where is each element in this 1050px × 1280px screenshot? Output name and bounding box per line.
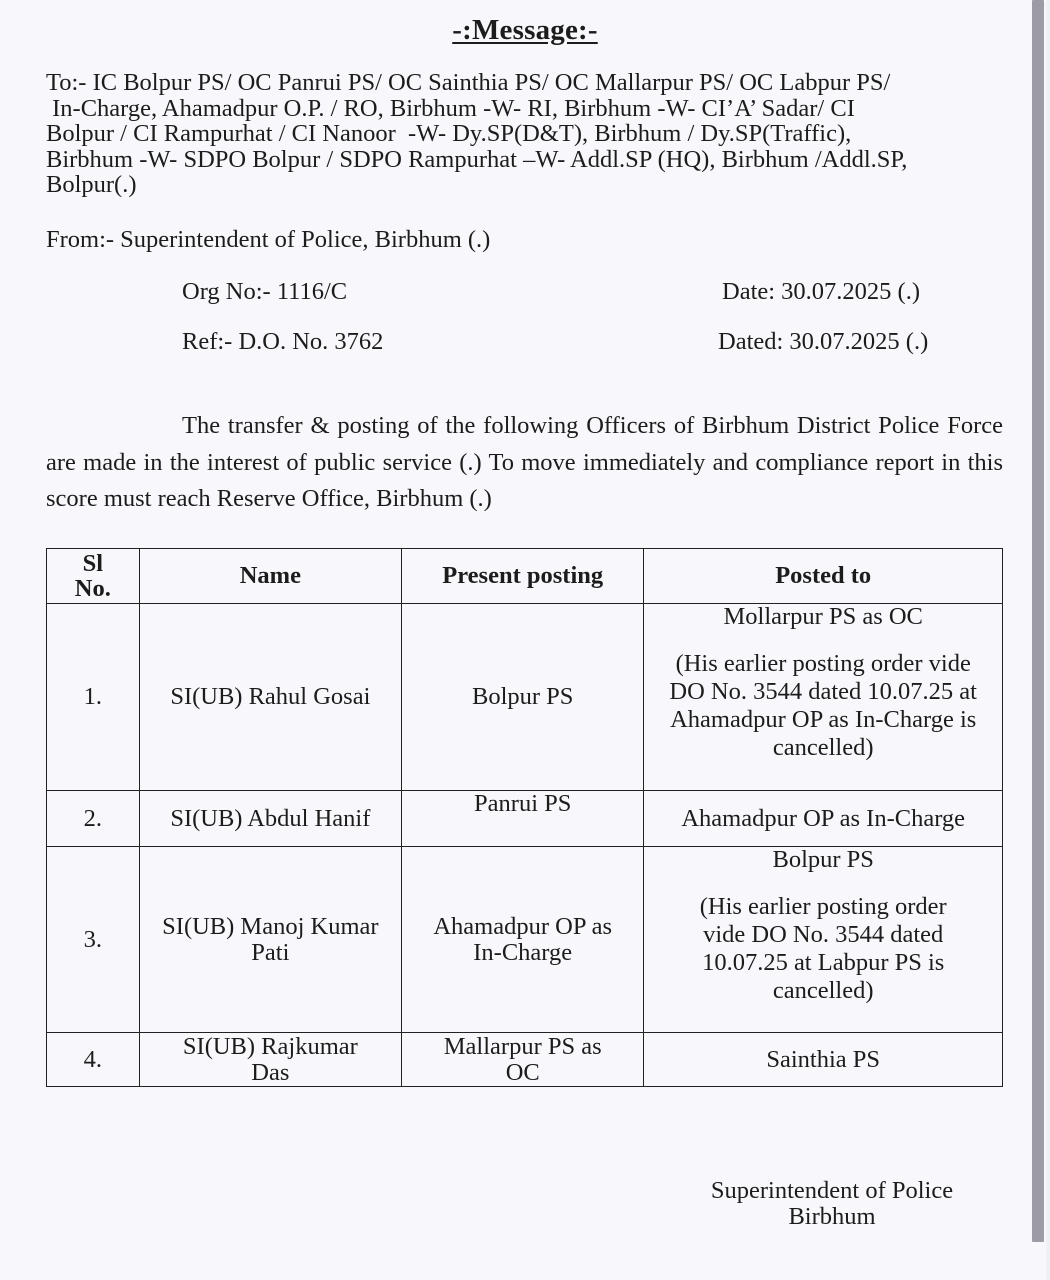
header-posted-to: Posted to bbox=[644, 549, 1003, 604]
posted-to-station: Bolpur PS bbox=[772, 846, 874, 873]
signature-title: Superintendent of Police bbox=[710, 1177, 954, 1204]
scrollbar-track[interactable] bbox=[1046, 0, 1050, 1280]
signature-block bbox=[672, 1178, 992, 1230]
cell-name: SI(UB) Rajkumar Das bbox=[139, 1033, 401, 1087]
cell-sl: 1. bbox=[47, 604, 140, 791]
posted-to-note: (His earlier posting order vide DO No. 3544 dated 10.07.25 at Labpur PS is cancelled) bbox=[699, 893, 947, 1004]
cell-posted: Sainthia PS bbox=[644, 1033, 1003, 1087]
table-row bbox=[47, 1033, 1003, 1087]
cell-name: SI(UB) Abdul Hanif bbox=[139, 791, 401, 847]
cell-sl: 2. bbox=[47, 791, 140, 847]
recipients-line: Birbhum -W- SDPO Bolpur / SDPO Rampurhat –W- Addl.SP (HQ), Birbhum /Addl.SP, bbox=[46, 145, 908, 173]
header-sl-line2: No. bbox=[74, 575, 111, 602]
header-sl-line1: Sl bbox=[82, 550, 104, 577]
transfer-table bbox=[46, 548, 1003, 1087]
cell-present: Mallarpur PS as OC bbox=[402, 1033, 644, 1087]
table-row bbox=[47, 847, 1003, 1033]
header-name: Name bbox=[139, 549, 401, 604]
cell-sl: 4. bbox=[47, 1033, 140, 1087]
body-paragraph bbox=[46, 408, 1003, 518]
reference-date: Dated: 30.07.2025 (.) bbox=[718, 328, 929, 355]
table-row bbox=[47, 791, 1003, 847]
cell-posted bbox=[644, 604, 1003, 791]
cell-present: Ahamadpur OP as In-Charge bbox=[402, 847, 644, 1033]
org-number: Org No:- 1116/C bbox=[182, 278, 348, 305]
cell-present: Bolpur PS bbox=[402, 604, 644, 791]
recipients-line: Bolpur / CI Rampurhat / CI Nanoor -W- Dy.SP(D&T), Birbhum / Dy.SP(Traffic), bbox=[46, 120, 852, 147]
header-sl-no bbox=[47, 549, 140, 604]
header-present-posting: Present posting bbox=[402, 549, 644, 604]
cell-sl: 3. bbox=[47, 847, 140, 1033]
recipients-line: In-Charge, Ahamadpur O.P. / RO, Birbhum -W- RI, Birbhum -W- CI’A’ Sadar/ CI bbox=[46, 94, 855, 122]
order-date: Date: 30.07.2025 (.) bbox=[722, 278, 920, 305]
message-title: -:Message:- bbox=[452, 14, 598, 46]
recipients-block bbox=[46, 70, 1016, 198]
cell-name: SI(UB) Rahul Gosai bbox=[139, 604, 401, 791]
posted-to-station: Mollarpur PS as OC bbox=[723, 603, 923, 630]
cell-name: SI(UB) Manoj Kumar Pati bbox=[139, 847, 401, 1033]
table-row bbox=[47, 604, 1003, 791]
recipients-line: Bolpur(.) bbox=[46, 171, 137, 198]
body-paragraph-text: The transfer & posting of the following Officers of Birbhum District Police Force are made in the interest of public service (.) To move immediately and compliance report in this score must reach Reserve Office, Birbhum (.) bbox=[46, 412, 1003, 512]
scrollbar-thumb[interactable] bbox=[1032, 0, 1044, 1242]
cell-posted bbox=[644, 847, 1003, 1033]
posted-to-note: (His earlier posting order vide DO No. 3544 dated 10.07.25 at Ahamadpur OP as In-Charge is cancelled) bbox=[669, 650, 977, 761]
reference-number: Ref:- D.O. No. 3762 bbox=[182, 328, 384, 355]
from-line: From:- Superintendent of Police, Birbhum (.) bbox=[46, 226, 491, 253]
cell-present: Panrui PS bbox=[402, 791, 644, 847]
recipients-line: To:- IC Bolpur PS/ OC Panrui PS/ OC Sainthia PS/ OC Mallarpur PS/ OC Labpur PS/ bbox=[46, 69, 891, 96]
cell-posted: Ahamadpur OP as In-Charge bbox=[644, 791, 1003, 847]
table-header-row bbox=[47, 549, 1003, 604]
signature-district: Birbhum bbox=[788, 1203, 876, 1230]
